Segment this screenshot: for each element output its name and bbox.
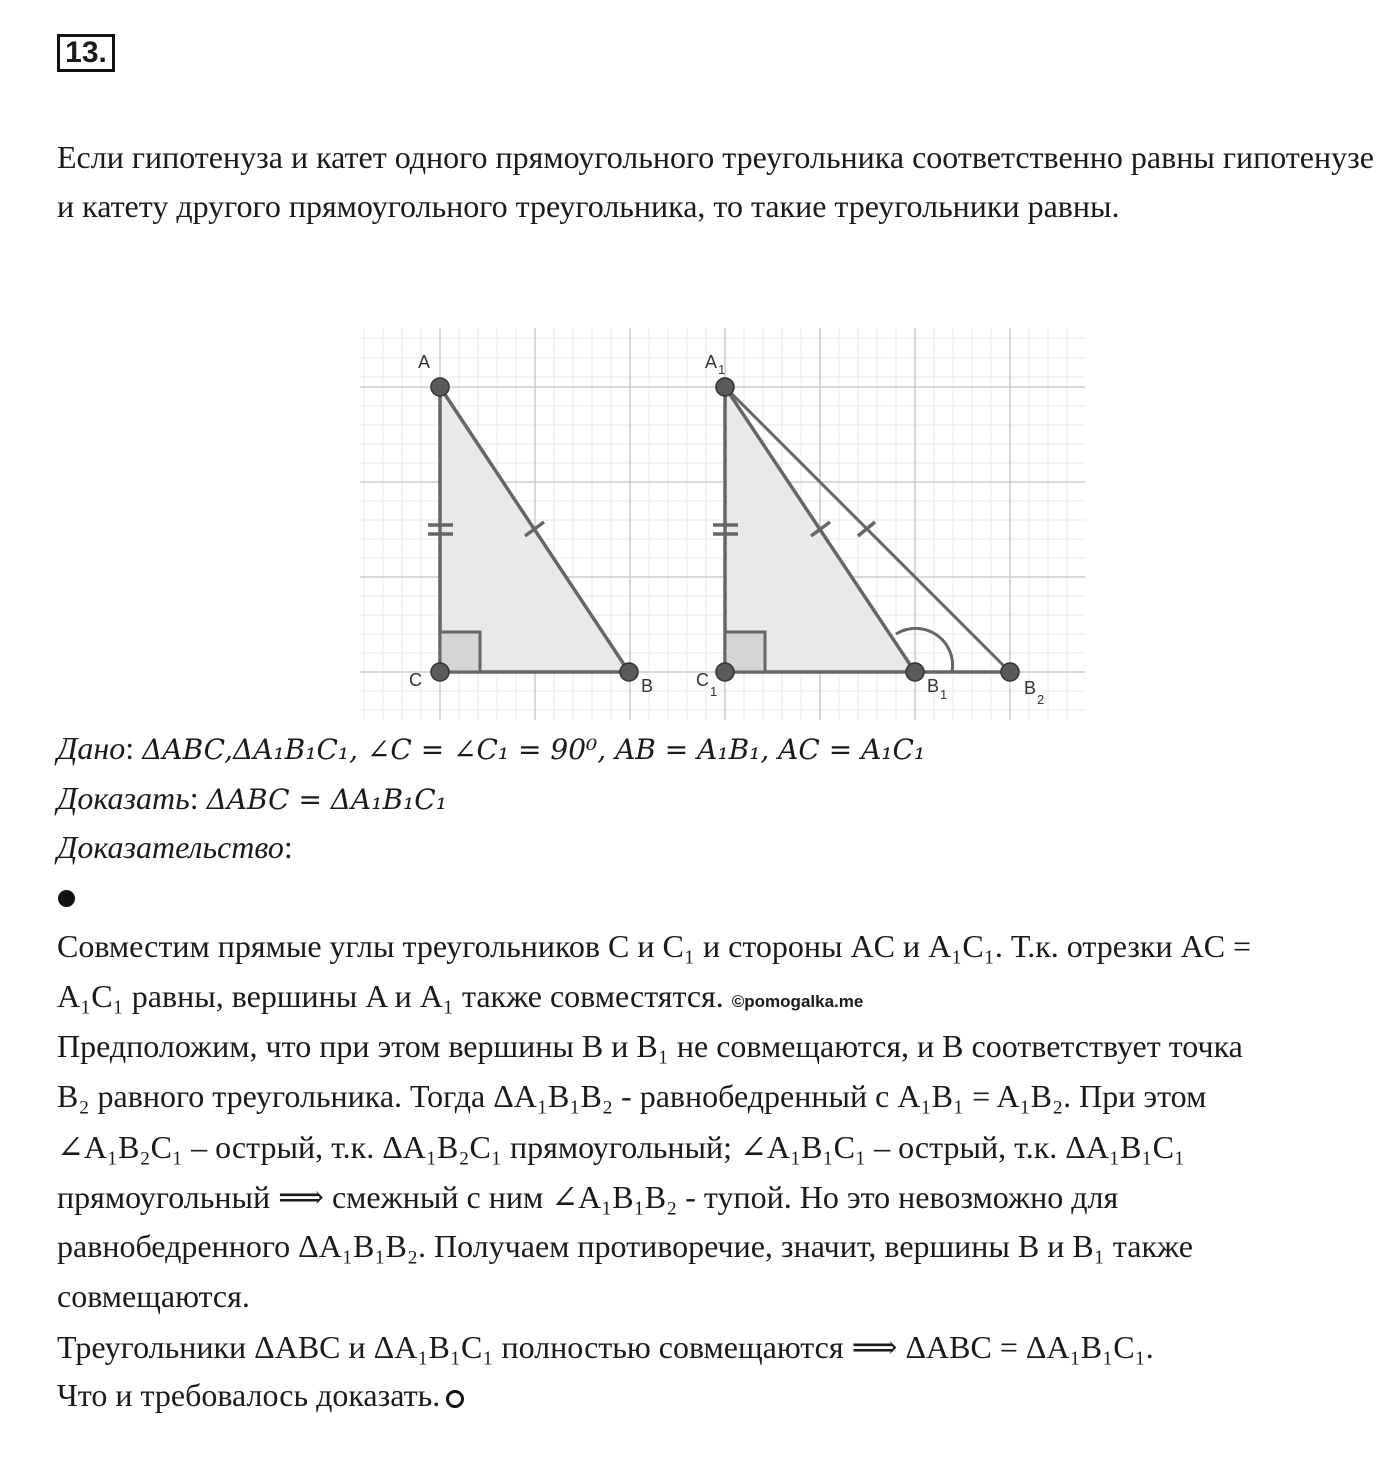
- label-c1-sub: 1: [710, 684, 718, 699]
- prove-line: Доказать: ΔABC = ΔA₁B₁C₁: [57, 780, 447, 816]
- label-a1: A: [705, 352, 718, 372]
- proof-line-3: Предположим, что при этом вершины B и B₁ не совмещаются, и B соответствует точка: [57, 1028, 1243, 1064]
- given-label: Дано: [57, 730, 126, 766]
- prove-text: ΔABC = ΔA₁B₁C₁: [206, 783, 447, 816]
- point-b: [620, 663, 638, 681]
- proof-line-6: прямоугольный ⟹ смежный с ним ∠A₁B₁B₂ - тупой. Но это невозможно для: [57, 1179, 1119, 1215]
- label-b2: B: [1024, 678, 1037, 698]
- proof-line-7: равнобедренного ΔA₁B₁B₂. Получаем противоречие, значит, вершины B и B₁ также: [57, 1228, 1193, 1264]
- proof-line-9: Треугольники ΔABC и ΔA₁B₁C₁ полностью совмещаются ⟹ ΔABC = ΔA₁B₁C₁.: [57, 1329, 1154, 1365]
- triangle-a1b1c1: [696, 352, 1044, 707]
- given-line: Дано: ΔABC,ΔA₁B₁C₁, ∠C = ∠C₁ = 90⁰, AB = A₁B₁, AC = A₁C₁: [57, 730, 926, 766]
- label-b: B: [641, 676, 654, 696]
- label-c1: C: [696, 670, 709, 690]
- proof-line-1: Совместим прямые углы треугольников C и C₁ и стороны AC и A₁C₁. Т.к. отрезки AC =: [57, 928, 1252, 964]
- given-text: ΔABC,ΔA₁B₁C₁, ∠C = ∠C₁ = 90⁰, AB = A₁B₁, AC = A₁C₁: [142, 733, 926, 766]
- prove-label: Доказать: [57, 780, 190, 816]
- proof-line-5: ∠A₁B₂C₁ – острый, т.к. ΔA₁B₂C₁ прямоугольный; ∠A₁B₁C₁ – острый, т.к. ΔA₁B₁C₁: [57, 1129, 1186, 1165]
- proof-line-8: совмещаются.: [57, 1278, 250, 1314]
- point-b1: [906, 663, 924, 681]
- label-a: A: [418, 352, 431, 372]
- point-b2: [1001, 663, 1019, 681]
- proof-heading: Доказательство:: [57, 829, 293, 865]
- bullet-icon: [58, 890, 75, 907]
- triangles-figure: [360, 328, 1085, 720]
- label-b1-sub: 1: [940, 687, 948, 702]
- qed-circle-icon: [446, 1390, 464, 1408]
- point-c1: [716, 663, 734, 681]
- label-b2-sub: 2: [1037, 692, 1045, 707]
- qed-text: Что и требовалось доказать.: [57, 1377, 441, 1413]
- proof-line-4: B₂ равного треугольника. Тогда ΔA₁B₁B₂ - равнобедренный с A₁B₁ = A₁B₂. При этом: [57, 1078, 1207, 1114]
- proof-line-10: [57, 1377, 464, 1414]
- label-a1-sub: 1: [718, 362, 726, 377]
- proof-line-2: [57, 978, 863, 1015]
- label-c: C: [409, 670, 422, 690]
- point-a1: [716, 378, 734, 396]
- proof-label: Доказательство: [57, 829, 284, 865]
- label-b1: B: [927, 676, 940, 696]
- triangle-abc: [409, 352, 653, 696]
- proof-line-2-text: A₁C₁ равны, вершины A и A₁ также совместятся.: [57, 978, 724, 1014]
- point-a: [431, 378, 449, 396]
- problem-number: 13.: [57, 34, 115, 72]
- watermark: ©pomogalka.me: [731, 992, 864, 1011]
- point-c: [431, 663, 449, 681]
- theorem-statement: Если гипотенуза и катет одного прямоугольного треугольника соответственно равны гипотенузе и катету другого прямоугольного треугольника, то такие треугольники равны.: [57, 139, 1374, 224]
